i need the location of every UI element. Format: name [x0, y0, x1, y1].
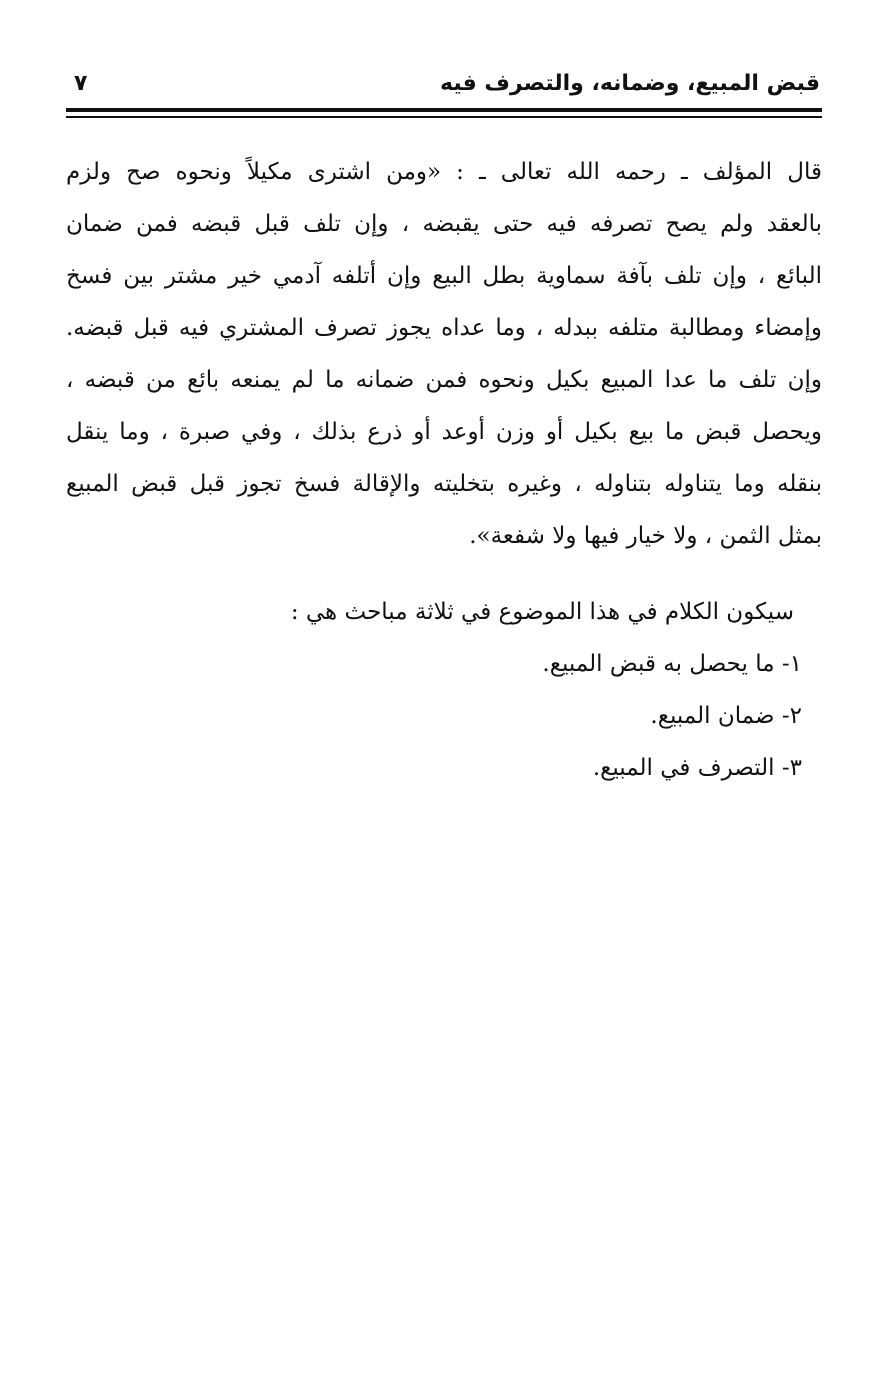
paragraph-line: البائع ، وإن تلف بآفة سماوية بطل البيع وإن أتلفه آدمي خير مشتر بين فسخ	[66, 263, 822, 289]
paragraph-line: قال المؤلف ـ رحمه الله تعالى ـ : «ومن اشترى مكيلاً ونحوه صح ولزم	[66, 159, 822, 185]
running-title: قبض المبيع، وضمانه، والتصرف فيه	[440, 71, 820, 96]
paragraph-line: وإن تلف ما عدا المبيع بكيل ونحوه فمن ضمانه ما لم يمنعه بائع من قبضه ،	[66, 367, 822, 393]
topics-intro: سيكون الكلام في هذا الموضوع في ثلاثة مباحث هي :	[290, 599, 794, 625]
paragraph-line: بالعقد ولم يصح تصرفه فيه حتى يقبضه ، وإن تلف قبل قبضه فمن ضمان	[66, 211, 822, 237]
page-number: ٧	[74, 71, 88, 96]
header-rule-thin	[66, 116, 822, 118]
page-header	[70, 66, 820, 106]
topic-item: ٢- ضمان المبيع.	[650, 703, 802, 729]
topics-section	[66, 586, 822, 794]
paragraph-line: ويحصل قبض ما بيع بكيل أو وزن أوعد أو ذرع بذلك ، وفي صبرة ، وما ينقل	[66, 419, 822, 445]
quoted-paragraph	[66, 146, 822, 562]
topic-item: ١- ما يحصل به قبض المبيع.	[542, 651, 802, 677]
paragraph-line: وإمضاء ومطالبة متلفه ببدله ، وما عداه يجوز تصرف المشتري فيه قبل قبضه.	[66, 315, 822, 341]
paragraph-line: بمثل الثمن ، ولا خيار فيها ولا شفعة».	[469, 523, 822, 549]
paragraph-line: بنقله وما يتناوله بتناوله ، وغيره بتخليته والإقالة فسخ تجوز قبل قبض المبيع	[66, 471, 822, 497]
topic-item: ٣- التصرف في المبيع.	[592, 755, 802, 781]
header-rule-thick	[66, 108, 822, 112]
